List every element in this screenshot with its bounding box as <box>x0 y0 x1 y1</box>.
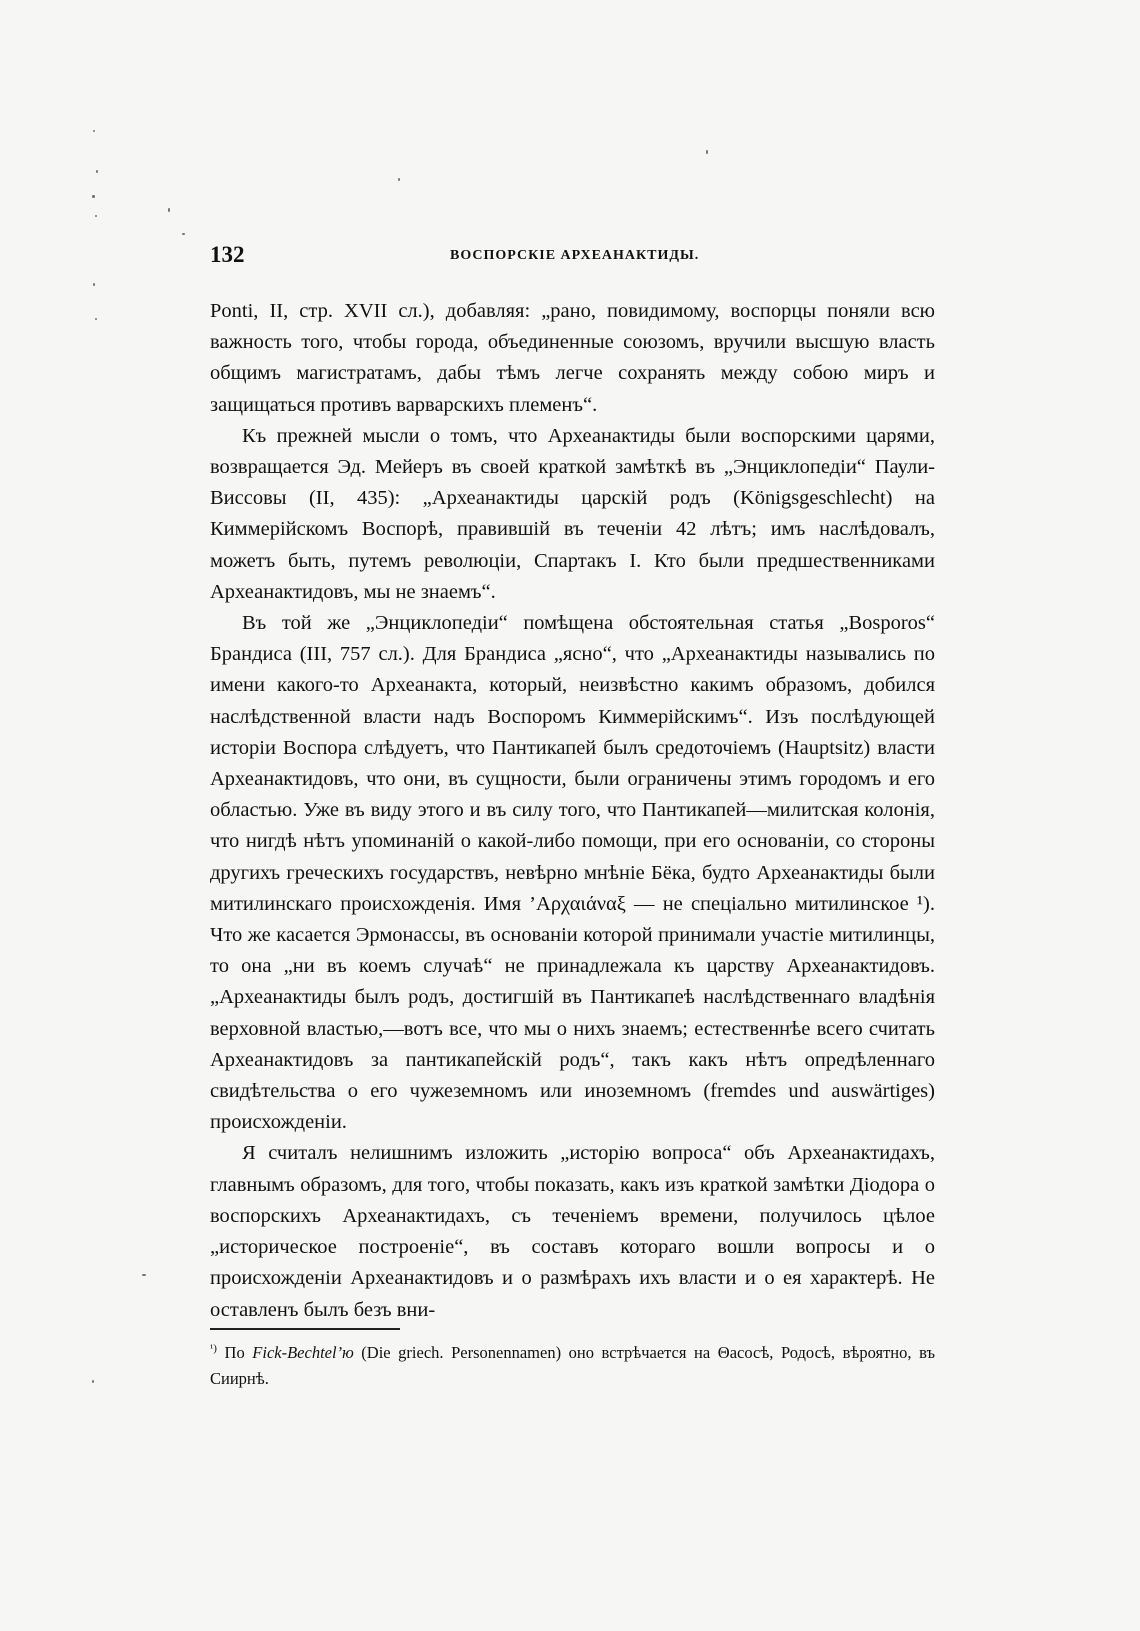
paragraph: Къ прежней мысли о томъ, что Археанактиды были воспорскими царями, возвращается Эд. Мейеръ въ своей краткой замѣткѣ въ „Энциклопедіи“ Паули-Виссовы (II, 435): „Археанактиды царскій родъ (Königsgeschlecht) на Киммерійскомъ Воспорѣ, правившій въ теченіи 42 лѣтъ; имъ наслѣдовалъ, можетъ быть, путемъ революціи, Спартакъ I. Кто были предшественниками Археанактидовъ, мы не знаемъ“. <box>210 424 935 603</box>
footnote-author: Fick-Bechtel’ю <box>252 1343 354 1362</box>
paragraph: Ponti, II, стр. XVII сл.), добавляя: „рано, повидимому, воспорцы поняли всю важность того, чтобы города, объединенные союзомъ, вручили высшую власть общимъ магистратамъ, дабы тѣмъ легче сохранять между собою миръ и защищаться противъ варварскихъ племенъ“. <box>210 300 935 416</box>
footnote-text: (Die griech. Personennamen) оно встрѣчается на Θасосѣ, Родосѣ, вѣроятно, въ Сиирнѣ. <box>210 1343 935 1388</box>
footnote-lead: По <box>224 1343 245 1362</box>
paragraph: Я считалъ нелишнимъ изложить „исторію вопроса“ объ Археанактидахъ, главнымъ образомъ, для того, чтобы показать, какъ изъ краткой замѣтки Діодора о воспорскихъ Археанактидахъ, съ теченіемъ времени, получилось цѣлое „историческое построеніе“, въ составъ котораго вошли вопросы и о происхожденіи Археанактидовъ и о размѣрахъ ихъ власти и о ея характерѣ. Не оставленъ былъ безъ вни- <box>210 1142 935 1321</box>
paragraph: Въ той же „Энциклопедіи“ помѣщена обстоятельная статья „Bosporos“ Брандиса (III, 757 сл.). Для Брандиса „ясно“, что „Археанактиды назывались по имени какого-то Археанакта, который, неизвѣстно какимъ образомъ, добился наслѣдственной власти надъ Воспоромъ Киммерійскимъ“. Изъ послѣдующей исторіи Воспора слѣдуетъ, что Пантикапей былъ средоточіемъ (Hauptsitz) власти Археанактидовъ, что они, въ сущности, были ограничены этимъ городомъ и его областью. Уже въ виду этого и въ силу того, что Пантикапей—милитская колонія, что нигдѣ нѣтъ упоминаній о какой-либо помощи, при его основаніи, со стороны другихъ греческихъ государствъ, невѣрно мнѣніе Бёка, будто Археанактиды были митилинскаго происхожденія. Имя ’Αρχαιάναξ — не спеціально митилинское ¹). Что же касается Эрмонассы, въ основаніи которой принимали участіе митилинцы, то она „ни въ коемъ случаѣ“ не принадлежала къ царству Археанактидовъ. „Археанактиды былъ родъ, достигшій въ Пантикапеѣ наслѣдственнаго владѣнія верховной властью,—вотъ все, что мы о нихъ знаемъ; естественнѣе всего считать Археанактидовъ за пантикапейскій родъ“, такъ какъ нѣтъ опредѣленнаго свидѣтельства о его чужеземномъ или иноземномъ (fremdes und auswärtiges) происхожденіи. <box>210 612 935 1134</box>
footnote <box>210 1340 935 1392</box>
running-head: ВОСПОРСКІЕ АРХЕАНАКТИДЫ. <box>450 248 700 263</box>
footnote-mark: ¹) <box>210 1342 217 1355</box>
page-number: 132 <box>210 242 245 267</box>
page-header <box>210 242 935 272</box>
body-text <box>210 296 935 1326</box>
footnote-divider <box>210 1328 400 1330</box>
